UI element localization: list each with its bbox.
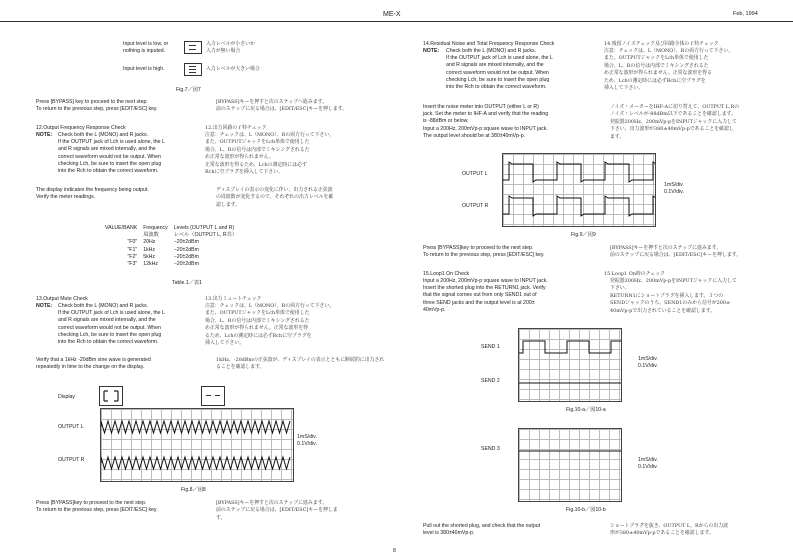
level-high-text: Input level is high. <box>123 66 165 72</box>
doc-date: Feb, 1994 <box>733 11 758 17</box>
scope8-label-r: OUTPUT R <box>58 457 85 463</box>
fig9-scale: 1mS/div. 0.1V/div. <box>664 182 684 196</box>
section-13-title: 13.Output Mute Check <box>36 296 88 302</box>
level-high-jp: 入力レベルが大きい場合 <box>206 66 260 72</box>
section-14-note: Check both the L (MONO) and R jacks. If the OUTPUT jack of Lch is used alone, the L and R signals are mixed internally, and the correct waveform would not be output. When checking Lch, be sure to insert the open plug into the Rch to obtain the correct waveform. <box>446 48 553 91</box>
level-low-jp: 入力レベルが小さいか 入力が無い場合 <box>206 41 255 55</box>
table-cell: "F2" <box>127 253 138 260</box>
table-row <box>102 239 240 246</box>
table-row <box>102 254 240 261</box>
table-header: Levels (OUTPUT L and R) <box>173 225 235 231</box>
section-13-title-jp: 13.出力ミュートチェック <box>205 296 262 302</box>
fig8-trace-output-l <box>101 421 290 433</box>
table-cell: −20±2dBm <box>173 261 199 268</box>
table-cell: "F3" <box>127 261 138 268</box>
fig8-scale: 1mS/div. 0.1V/div. <box>297 434 317 448</box>
table-header: VALUE/BANK <box>105 225 138 231</box>
fig9-caption: Fig.9／図9 <box>571 232 596 238</box>
bypass-instructions-3-jp: [BYPASS]キーを押すと次のステップに進みます。 前のステップに戻る場合は、[EDIT/ESC]キーを押します。 <box>610 245 742 259</box>
lcd-display-off <box>201 386 225 406</box>
table-1-caption: Table.1／表1 <box>172 280 202 286</box>
section-12-note-jp: 注意：チェックは、L（MONO）、Rの両方行って下さい。 また、OUTPUTジャックをLch単体で使用した 場合、L、Rの信号は内部でミキシングされるた め正常な波形が得られません。 正常な波形を得るため、Lchの測定時には必ず Rchに空プラグを挿入して下さい。 <box>205 132 335 176</box>
pull-plug-jp: ショートプラグを抜き、OUTPUT L、Rからの出力波 形が380±40mVp-pであることを確認します。 <box>610 523 729 537</box>
bypass-instructions-1-jp: [BYPASS]キーを押すと次のステップへ進みます。 前のステップに戻る場合は、[EDIT/ESC]キーを押します。 <box>216 99 348 113</box>
lcd-on-segments <box>100 387 122 405</box>
section-14-note-jp: 注意：チェックは、L（MONO）、Rの両方行って下さい。 また、OUTPUTジャックをLch単体で使用した 場合、L、Rの信号は内部でミキシングされるた め正常な波形が得られません。正常な波形を得る ため、Lchの測定時には必ずRchに空プラグを 挿入して下さい。 <box>604 48 734 92</box>
bypass-instructions-3: Press [BYPASS]key to proceed to the next step. To return to the previous step, press [EDIT/ESC] key. <box>423 245 545 259</box>
section-15-title-jp: 15.Loop1 On時のチェック <box>604 271 666 277</box>
verify-text-jp: 1kHz、-20dBmの正弦波が、ディスプレイの表示とともに断続的に出力されることを確認します。 <box>216 357 385 371</box>
table-cell: 12kHz <box>143 261 158 268</box>
fig8-waveforms <box>101 409 293 481</box>
table-header-row-jp <box>102 232 240 239</box>
noise-meter-jp: ノイズ・メーターをIHF-Aに切り替えて、OUTPUT L,Rの ノイズ・レベルが-88dBm以下であることを確認します。 発振器200Hz、200mVp-pをINPUTジャックに入力して 下さい。出力波形が380±40mVp-pであることを確認し ます。 <box>610 104 740 140</box>
table-cell: −20±2dBm <box>173 239 199 246</box>
display-frequency-jp: ディスプレイの表示の変化に伴い、出力される正弦波 の周波数が変化するので、それぞれの出力レベルを確 認します。 <box>216 187 334 208</box>
section-15-text-jp: 発振器200Hz、200mVp-pをINPUTジャックに入力して 下さい。 RETURN1にショートプラグを挿入します。３つの SENDジャックのうち、SEND1のみから信号が200± 40mVp-pで出力されていることを確認します。 <box>610 278 737 314</box>
scope10b-label-send3: SEND 3 <box>481 446 500 452</box>
fig10a-trace-send1 <box>519 341 621 353</box>
section-14-note-label: NOTE: <box>423 48 440 54</box>
lcd-high-level <box>184 63 202 76</box>
pull-plug-text: Pull out the shorted plug, and check that the output level is 380±40mVp-p. <box>423 523 541 537</box>
section-14-title-jp: 14.残留ノイズチェック及び回路全体の f 特チェック <box>604 41 719 47</box>
fig8-caption: Fig.8／図8 <box>181 487 206 493</box>
fig10a-caption: Fig.10-a／図10-a <box>566 407 606 413</box>
table-header-jp: 周波数 <box>143 232 159 239</box>
lcd-display-on <box>99 386 123 406</box>
table-row <box>102 261 240 268</box>
table-cell: 5kHz <box>143 253 156 260</box>
section-12-note: Check both the L (MONO) and R jacks. If the OUTPUT jack of Lch is used alone, the L and R signals are mixed internally, and the correct waveform would not be output. When checking Lch, be sure to insert the open plug into the Rch to obtain the correct waveform. <box>58 132 165 175</box>
display-label: Display <box>58 394 76 400</box>
section-12-title-jp: 12.出力回路の f 特チェック <box>205 125 267 131</box>
verify-text: Verify that a 1kHz -20dBm sine wave is generated repeatedly in time to the change on the display. <box>36 357 151 371</box>
section-12-title: 12.Output Frequency Response Check <box>36 125 126 131</box>
noise-meter-text: Insert the noise meter into OUTPUT (either L or R) jack. Set the meter to IHF-A and verify that the reading is -88dBm or below. Input a 200Hz, 200mVp-p square wave to INPUT jack. The output level should be at 380±40mVp-p. <box>423 104 549 139</box>
scope9-label-l: OUTPUT L <box>462 171 488 177</box>
fig7-caption: Fig.7／図7 <box>176 87 201 93</box>
lcd-low-level <box>184 41 202 54</box>
table-header-jp: レベル（OUTPUT L, R共） <box>173 232 238 239</box>
section-13-note-jp: 注意：チェックは、L（MONO）、Rの両方行って下さい。 また、OUTPUTジャックをLch単体で使用した 場合、L、Rの信号は内部でミキシングされるた め正常な波形が得られません。正常な波形を得 るため、Lchの測定時には必ずRchに空プラグを 挿入して下さい。 <box>205 303 335 347</box>
fig10a-oscilloscope <box>518 328 622 402</box>
section-13-note: Check both the L (MONO) and R jacks. If the OUTPUT jack of Lch is used alone, the L and R signals are mixed internally, and the correct waveform would not be output. When checking Lch, be sure to insert the open plug into the Rch to obtain the correct waveform. <box>58 303 165 346</box>
section-14-title: 14.Residual Noise and Total Frequency Response Check <box>423 41 555 47</box>
fig10b-oscilloscope <box>518 428 622 502</box>
fig9-trace-output-r <box>503 196 655 216</box>
page-number: 8 <box>393 548 396 554</box>
fig10b-waveforms <box>519 429 621 501</box>
table-cell: 1kHz <box>143 246 156 253</box>
section-15-title: 15.Loop1 On Check <box>423 271 470 277</box>
fig9-oscilloscope <box>502 153 656 227</box>
table-cell: −20±2dBm <box>173 246 199 253</box>
table-row <box>102 247 240 254</box>
scope8-label-l: OUTPUT L <box>58 424 84 430</box>
section-15-text: Input a 200Hz, 200mVp-p square wave to INPUT jack. Insert the shorted plug into the RETURN1 jack. Verify that the signal comes out from only SEND1 out of three SEND jacks and the output level is at 200± 40mVp-p. <box>423 278 548 313</box>
header-rule <box>0 21 793 22</box>
bypass-instructions-2: Press [BYPASS]key to proceed to the next step. To return to the previous step, press [EDIT/ESC] key. <box>36 500 158 514</box>
table-header: Frequency <box>143 225 168 231</box>
fig9-waveforms <box>503 154 655 226</box>
frequency-table <box>102 225 240 268</box>
table-cell: "F1" <box>127 246 138 253</box>
fig8-trace-output-r <box>101 457 290 469</box>
section-12-note-label: NOTE: <box>36 132 53 138</box>
scope10a-label-send2: SEND 2 <box>481 378 500 384</box>
scope9-label-r: OUTPUT R <box>462 203 489 209</box>
fig10b-caption: Fig.10-b／図10-b <box>566 507 606 513</box>
bypass-instructions-2-jp: [BYPASS]キーを押すと次のステップに進みます。 前のステップに戻る場合は、[EDIT/ESC]キーを押しま す。 <box>216 500 338 521</box>
doc-title: ME-X <box>383 11 401 18</box>
fig10b-scale: 1mS/div. 0.1V/div. <box>638 457 658 471</box>
section-13-note-label: NOTE: <box>36 303 53 309</box>
bypass-instructions-1: Press [BYPASS] key to proceed to the next step. To return to the previous step, press [EDIT/ESC] key. <box>36 99 158 113</box>
fig8-oscilloscope <box>100 408 294 482</box>
table-cell: "F0" <box>127 239 138 246</box>
fig9-trace-output-l <box>503 162 655 182</box>
table-cell: −20±2dBm <box>173 253 199 260</box>
fig10a-waveforms <box>519 329 621 401</box>
fig10a-scale: 1mS/div. 0.1V/div. <box>638 356 658 370</box>
scope10a-label-send1: SEND 1 <box>481 344 500 350</box>
display-frequency-text: The display indicates the frequency being output. Verify the meter readings. <box>36 187 149 201</box>
level-low-text: Input level is low, or nothing is inputed. <box>123 41 169 55</box>
table-cell: 20Hz <box>143 239 156 246</box>
table-header-jp <box>102 232 140 239</box>
